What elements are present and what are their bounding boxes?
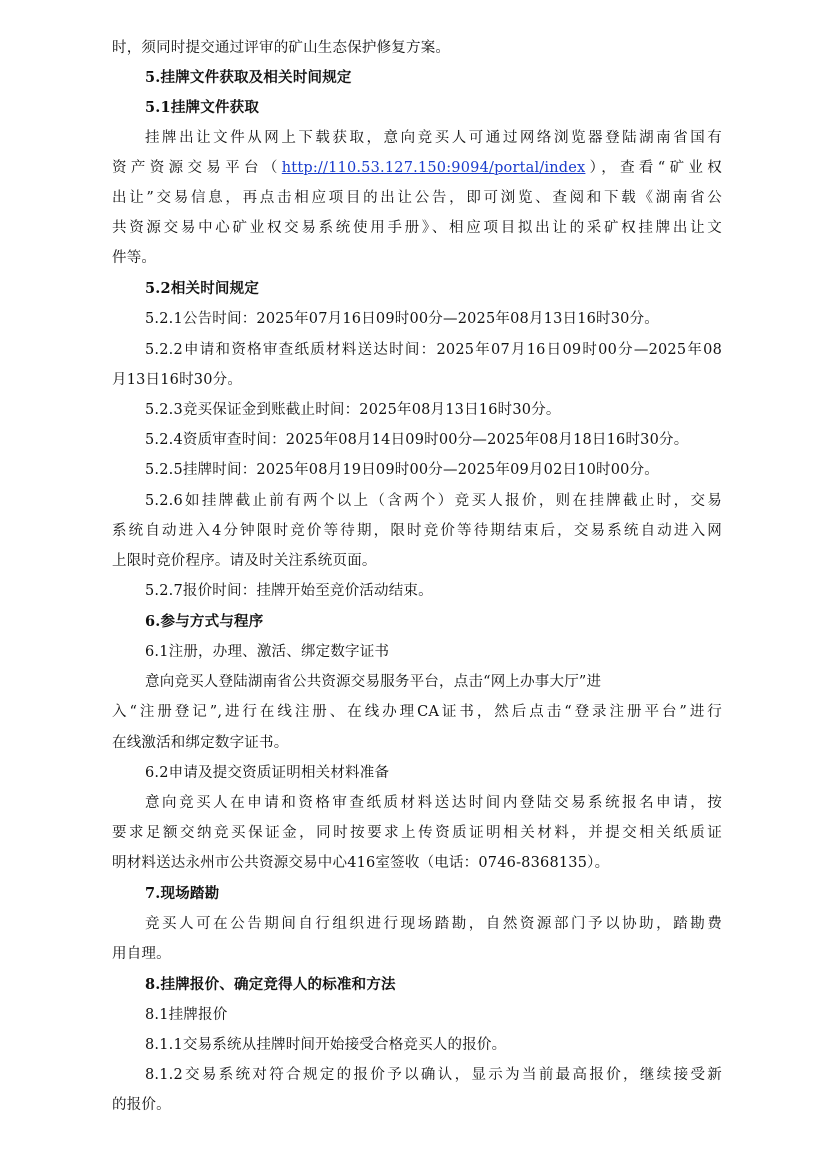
paragraph-line: 时，须同时提交通过评审的矿山生态保护修复方案。 — [112, 40, 451, 56]
paragraph-line: 意向竞买人登陆湖南省公共资源交易服务平台，点击“网上办事大厅”进 — [145, 674, 602, 690]
paragraph-line: 5.2.7报价时间：挂牌开始至竞价活动结束。 — [145, 583, 433, 599]
paragraph-line: 明材料送达永州市公共资源交易中心416室签收（电话：0746-8368135）。 — [112, 855, 610, 871]
paragraph-line: 8.1.2交易系统对符合规定的报价予以确认，显示为当前最高报价，继续接受新 — [145, 1067, 722, 1083]
paragraph-line: 用自理。 — [112, 946, 171, 962]
section-heading: 7.现场踏勘 — [145, 885, 220, 902]
paragraph-line: 挂牌出让文件从网上下载获取，意向竞买人可通过网络浏览器登陆湖南省国有 — [145, 130, 722, 146]
subsection-heading: 8.1挂牌报价 — [145, 1007, 228, 1023]
subsection-heading: 5.1挂牌文件获取 — [145, 99, 260, 116]
paragraph-line: 共资源交易中心矿业权交易系统使用手册》、相应项目拟出让的采矿权挂牌出让文 — [112, 220, 722, 236]
paragraph-line: 5.2.6如挂牌截止前有两个以上（含两个）竞买人报价，则在挂牌截止时，交易 — [145, 493, 722, 509]
paragraph-line: 系统自动进入4分钟限时竞价等待期，限时竞价等待期结束后，交易系统自动进入网 — [112, 523, 722, 539]
text-span: 资产资源交易平台（ — [112, 160, 282, 176]
paragraph-line: 8.1.1交易系统从挂牌时间开始接受合格竞买人的报价。 — [145, 1037, 507, 1053]
paragraph-line: 的报价。 — [112, 1097, 171, 1113]
paragraph-line — [112, 158, 722, 178]
subsection-heading: 6.1注册，办理、激活、绑定数字证书 — [145, 644, 390, 660]
paragraph-line: 月13日16时30分。 — [112, 372, 243, 388]
paragraph-line: 5.2.1公告时间：2025年07月16日09时00分—2025年08月13日16时30分。 — [145, 311, 660, 327]
paragraph-line: 入“注册登记”,进行在线注册、在线办理CA证书，然后点击“登录注册平台”进行 — [112, 704, 722, 720]
paragraph-line: 上限时竞价程序。请及时关注系统页面。 — [112, 553, 377, 569]
paragraph-line: 件等。 — [112, 250, 157, 266]
text-span: ），查看“矿业权 — [585, 160, 722, 176]
paragraph-line: 出让”交易信息，再点击相应项目的出让公告，即可浏览、查阅和下载《湖南省公 — [112, 190, 722, 206]
subsection-heading: 5.2相关时间规定 — [145, 280, 260, 297]
section-heading: 6.参与方式与程序 — [145, 613, 264, 630]
paragraph-line: 5.2.4资质审查时间：2025年08月14日09时00分—2025年08月18日16时30分。 — [145, 432, 689, 448]
section-heading: 5.挂牌文件获取及相关时间规定 — [145, 69, 352, 86]
paragraph-line: 要求足额交纳竞买保证金，同时按要求上传资质证明相关材料，并提交相关纸质证 — [112, 825, 722, 841]
paragraph-line: 竞买人可在公告期间自行组织进行现场踏勘，自然资源部门予以协助，踏勘费 — [145, 916, 722, 932]
paragraph-line: 5.2.5挂牌时间：2025年08月19日09时00分—2025年09月02日10时00分。 — [145, 462, 660, 478]
portal-link[interactable]: http://110.53.127.150:9094/portal/index — [281, 160, 586, 176]
subsection-heading: 6.2申请及提交资质证明相关材料准备 — [145, 765, 390, 781]
paragraph-line: 在线激活和绑定数字证书。 — [112, 735, 289, 751]
section-heading: 8.挂牌报价、确定竞得人的标准和方法 — [145, 976, 396, 993]
paragraph-line: 5.2.2申请和资格审查纸质材料送达时间：2025年07月16日09时00分—2025年08 — [145, 342, 722, 358]
paragraph-line: 5.2.3竞买保证金到账截止时间：2025年08月13日16时30分。 — [145, 402, 561, 418]
paragraph-line: 意向竞买人在申请和资格审查纸质材料送达时间内登陆交易系统报名申请，按 — [145, 795, 722, 811]
